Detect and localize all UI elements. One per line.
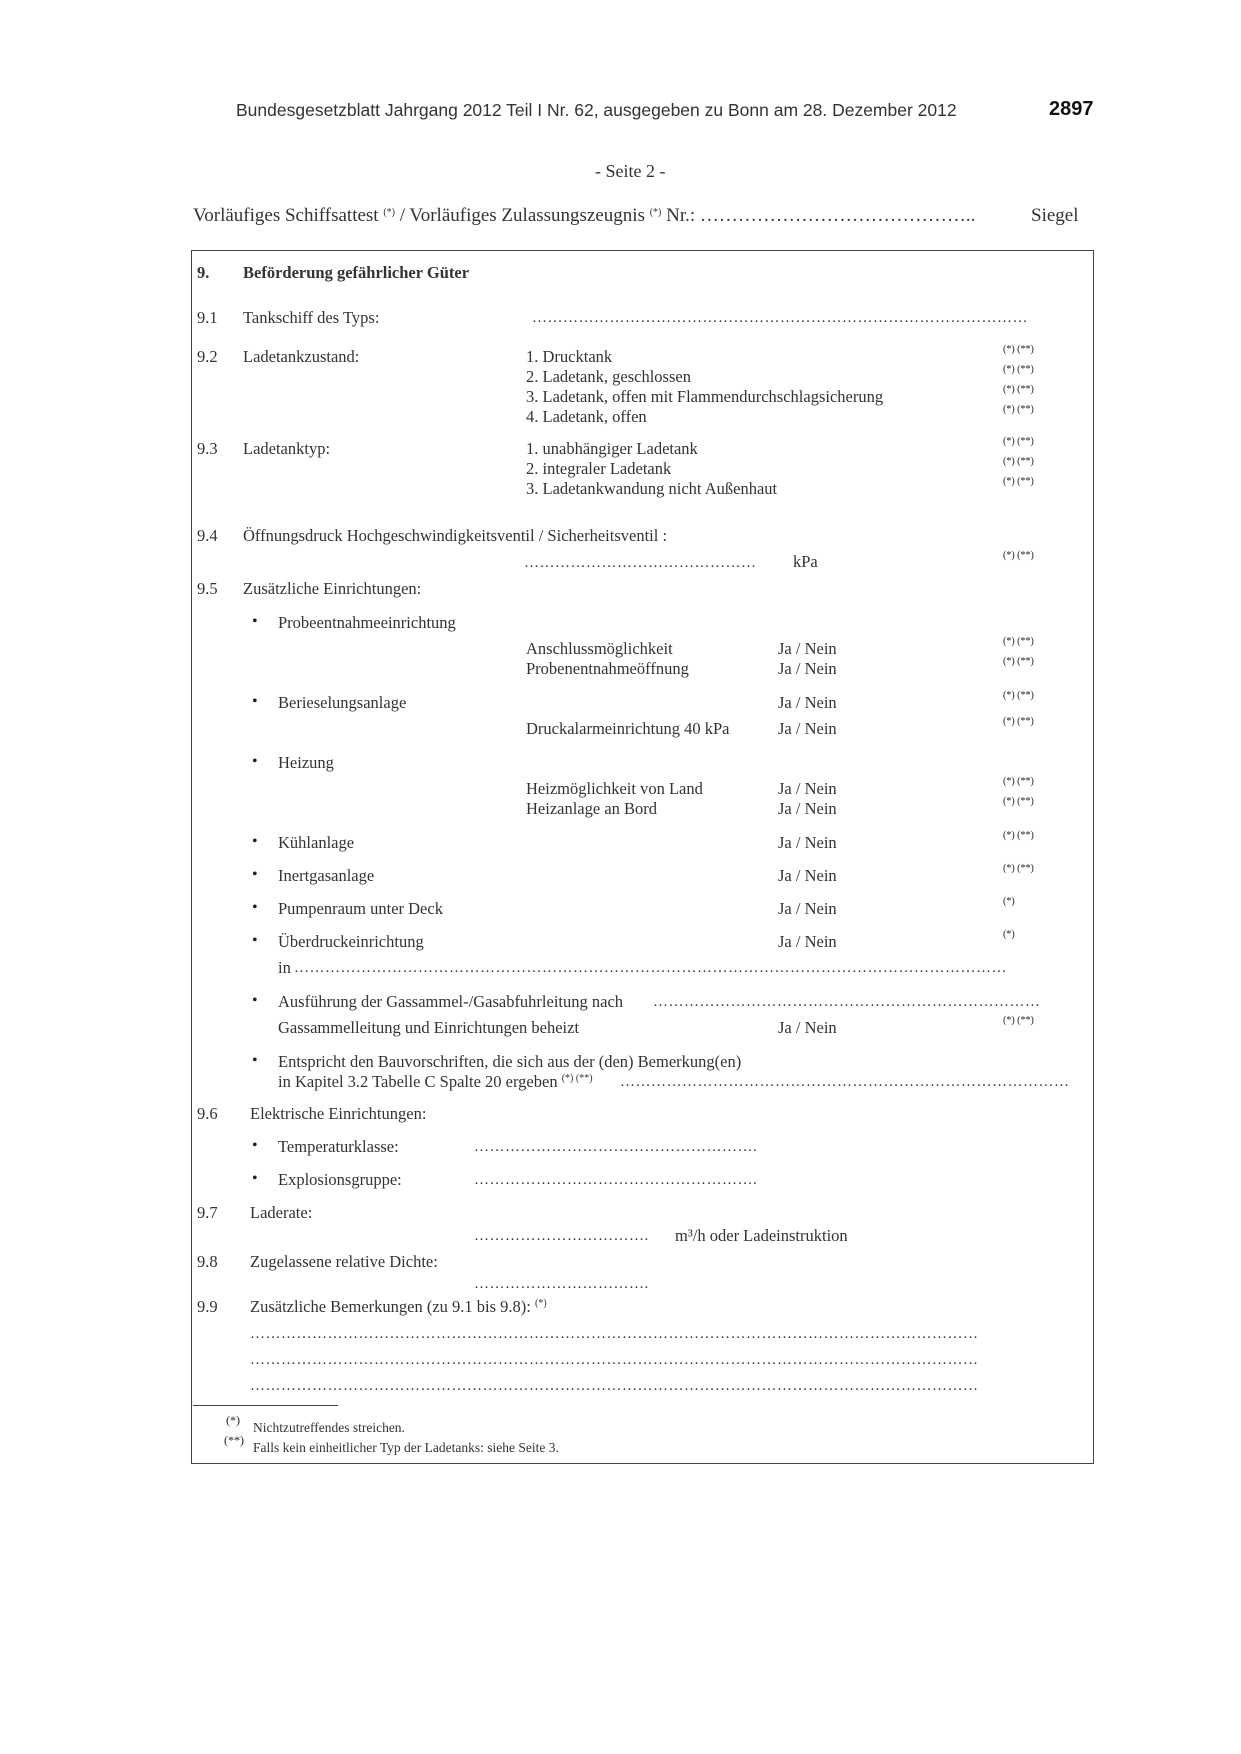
tanker-type-field[interactable]: …………………………………………………………………………………… (532, 310, 1028, 326)
yes-no-choice[interactable]: Ja / Nein (778, 659, 837, 678)
overpressure-device-label: Überdruckeinrichtung (278, 932, 424, 951)
remarks-label (250, 1297, 547, 1317)
page-label: - Seite 2 - (595, 161, 666, 181)
relative-density-field[interactable]: ……………………………. (474, 1276, 649, 1292)
footnote-marker: (*) (**) (1003, 690, 1034, 701)
item-number-9-3: 9.3 (197, 439, 218, 458)
additional-equipment-label: Zusätzliche Einrichtungen: (243, 579, 422, 598)
yes-no-choice[interactable]: Ja / Nein (778, 866, 837, 885)
item-number-9-2: 9.2 (197, 347, 218, 366)
item-number-9-5: 9.5 (197, 579, 218, 598)
electrical-equipment-label: Elektrische Einrichtungen: (250, 1104, 427, 1123)
title-part-3: Nr.: (666, 205, 696, 226)
bullet: • (252, 932, 258, 949)
footnote-marker: (*) (1003, 929, 1015, 940)
footnote-divider (193, 1405, 338, 1406)
footnote-marker: (*) (**) (1003, 716, 1034, 727)
onboard-heating-label: Heizanlage an Bord (526, 799, 658, 818)
yes-no-choice[interactable]: Ja / Nein (778, 693, 837, 712)
section-title: Beförderung gefährlicher Güter (243, 263, 470, 282)
bullet: • (252, 1052, 258, 1069)
tank-type-label: Ladetanktyp: (243, 439, 331, 458)
tank-type-option[interactable]: 1. unabhängiger Ladetank (526, 439, 698, 458)
shore-heating-label: Heizmöglichkeit von Land (526, 779, 703, 798)
bullet: • (252, 613, 258, 630)
footnote-marker: (*) (**) (561, 1073, 593, 1084)
complies-line-1: Entspricht den Bauvorschriften, die sich aus der (den) Bemerkung(en) (278, 1052, 742, 1071)
bullet: • (252, 693, 258, 710)
cooling-label: Kühlanlage (278, 833, 355, 852)
item-number-9-1: 9.1 (197, 308, 218, 327)
inert-gas-label: Inertgasanlage (278, 866, 375, 885)
title-part-1: Vorläufiges Schiffsattest (193, 205, 379, 226)
section-number: 9. (197, 263, 210, 282)
footnote-marker: (*) (535, 1298, 547, 1309)
footnote-mark: (**) (224, 1433, 244, 1447)
relative-density-label: Zugelassene relative Dichte: (250, 1252, 438, 1271)
sampling-device-label: Probeentnahmeeinrichtung (278, 613, 456, 632)
pressure-alarm-label: Druckalarmeinrichtung 40 kPa (526, 719, 730, 738)
tank-state-option[interactable]: 4. Ladetank, offen (526, 407, 647, 426)
footnote-marker: (*) (**) (1003, 863, 1034, 874)
footnote-marker: (*) (**) (1003, 404, 1034, 415)
loading-rate-field[interactable]: ……………………………. (474, 1228, 649, 1244)
footnote-text: Falls kein einheitlicher Typ der Ladetanks: siehe Seite 3. (253, 1440, 559, 1455)
heating-label: Heizung (278, 753, 334, 772)
footnote-text: Nichtzutreffendes streichen. (253, 1420, 405, 1435)
certificate-number-field[interactable]: …………………………………….. (699, 205, 976, 226)
gas-line-label: Ausführung der Gassammel-/Gasabfuhrleitung nach (278, 992, 624, 1011)
loading-rate-unit: m³/h oder Ladeinstruktion (675, 1226, 848, 1245)
item-number-9-6: 9.6 (197, 1104, 218, 1123)
yes-no-choice[interactable]: Ja / Nein (778, 833, 837, 852)
sampling-opening-label: Probenentnahmeöffnung (526, 659, 689, 678)
remarks-line[interactable]: …………………………………………………………………………………………………………………………… (250, 1326, 979, 1342)
yes-no-choice[interactable]: Ja / Nein (778, 639, 837, 658)
footnote-marker: (*) (**) (1003, 776, 1034, 787)
tank-state-option[interactable]: 3. Ladetank, offen mit Flammendurchschlagsicherung (526, 387, 884, 406)
opening-pressure-unit: kPa (793, 552, 818, 571)
bullet: • (252, 1170, 258, 1187)
bullet: • (252, 899, 258, 916)
explosion-group-field[interactable]: ………………………………………………. (474, 1172, 758, 1188)
item-number-9-4: 9.4 (197, 526, 218, 545)
pump-room-label: Pumpenraum unter Deck (278, 899, 443, 918)
yes-no-choice[interactable]: Ja / Nein (778, 719, 837, 738)
tank-type-option[interactable]: 2. integraler Ladetank (526, 459, 672, 478)
footnote-marker: (*) (**) (1003, 476, 1034, 487)
footnote-marker: (*) (**) (1003, 830, 1034, 841)
gas-line-heated-label: Gassammelleitung und Einrichtungen beheizt (278, 1018, 580, 1037)
footnote-marker: (*) (**) (1003, 456, 1034, 467)
publication-header: Bundesgesetzblatt Jahrgang 2012 Teil I Nr. 62, ausgegeben zu Bonn am 28. Dezember 2012 (236, 100, 957, 120)
sprinkler-label: Berieselungsanlage (278, 693, 407, 712)
bullet: • (252, 1137, 258, 1154)
bullet: • (252, 753, 258, 770)
tank-type-option[interactable]: 3. Ladetankwandung nicht Außenhaut (526, 479, 778, 498)
remarks-line[interactable]: …………………………………………………………………………………………………………………………… (250, 1352, 979, 1368)
overpressure-in-label: in (278, 958, 291, 977)
loading-rate-label: Laderate: (250, 1203, 313, 1222)
complies-text: in Kapitel 3.2 Tabelle C Spalte 20 ergeben (278, 1072, 558, 1091)
yes-no-choice[interactable]: Ja / Nein (778, 932, 837, 951)
tanker-type-label: Tankschiff des Typs: (243, 308, 380, 327)
footnote-mark: (*) (226, 1413, 240, 1427)
page-number: 2897 (1049, 98, 1094, 120)
title-sup-1: (*) (383, 207, 395, 218)
footnote-marker: (*) (**) (1003, 656, 1034, 667)
footnote-marker: (*) (**) (1003, 436, 1034, 447)
footnote-marker: (*) (**) (1003, 636, 1034, 647)
remarks-line[interactable]: …………………………………………………………………………………………………………………………… (250, 1378, 979, 1394)
footnote-marker: (*) (**) (1003, 384, 1034, 395)
item-number-9-7: 9.7 (197, 1203, 218, 1222)
yes-no-choice[interactable]: Ja / Nein (778, 779, 837, 798)
item-number-9-9: 9.9 (197, 1297, 218, 1316)
opening-pressure-field[interactable]: ……………………………………… (524, 555, 757, 571)
tank-state-label: Ladetankzustand: (243, 347, 360, 366)
bullet: • (252, 992, 258, 1009)
yes-no-choice[interactable]: Ja / Nein (778, 799, 837, 818)
explosion-group-label: Explosionsgruppe: (278, 1170, 402, 1189)
temperature-class-label: Temperaturklasse: (278, 1137, 399, 1156)
title-sup-2: (*) (649, 207, 662, 218)
footnote-marker: (*) (**) (1003, 550, 1034, 561)
sampling-connection-label: Anschlussmöglichkeit (526, 639, 673, 658)
bullet: • (252, 866, 258, 883)
footnote-marker: (*) (**) (1003, 364, 1034, 375)
footnote-marker: (*) (**) (1003, 344, 1034, 355)
complies-field[interactable]: …………………………………………………………………………… (620, 1074, 1070, 1090)
remarks-text: Zusätzliche Bemerkungen (zu 9.1 bis 9.8): (250, 1297, 531, 1316)
yes-no-choice[interactable]: Ja / Nein (778, 1018, 837, 1037)
yes-no-choice[interactable]: Ja / Nein (778, 899, 837, 918)
footnote-marker: (*) (**) (1003, 796, 1034, 807)
item-number-9-8: 9.8 (197, 1252, 218, 1271)
overpressure-location-field[interactable]: ………………………………………………………………………………………………………………………… (294, 960, 1007, 976)
title-part-2: / Vorläufiges Zulassungszeugnis (399, 205, 645, 226)
footnote-marker: (*) (1003, 896, 1015, 907)
complies-line-2 (278, 1072, 593, 1092)
tank-state-option[interactable]: 1. Drucktank (526, 347, 613, 366)
opening-pressure-label: Öffnungsdruck Hochgeschwindigkeitsventil / Sicherheitsventil : (243, 526, 668, 545)
bullet: • (252, 833, 258, 850)
tank-state-option[interactable]: 2. Ladetank, geschlossen (526, 367, 691, 386)
seal-label: Siegel (1031, 205, 1079, 226)
footnote-marker: (*) (**) (1003, 1015, 1034, 1026)
temperature-class-field[interactable]: ………………………………………………. (474, 1139, 758, 1155)
gas-line-field[interactable]: ………………………………………………………………… (653, 994, 1041, 1010)
certificate-title-line (193, 205, 975, 227)
